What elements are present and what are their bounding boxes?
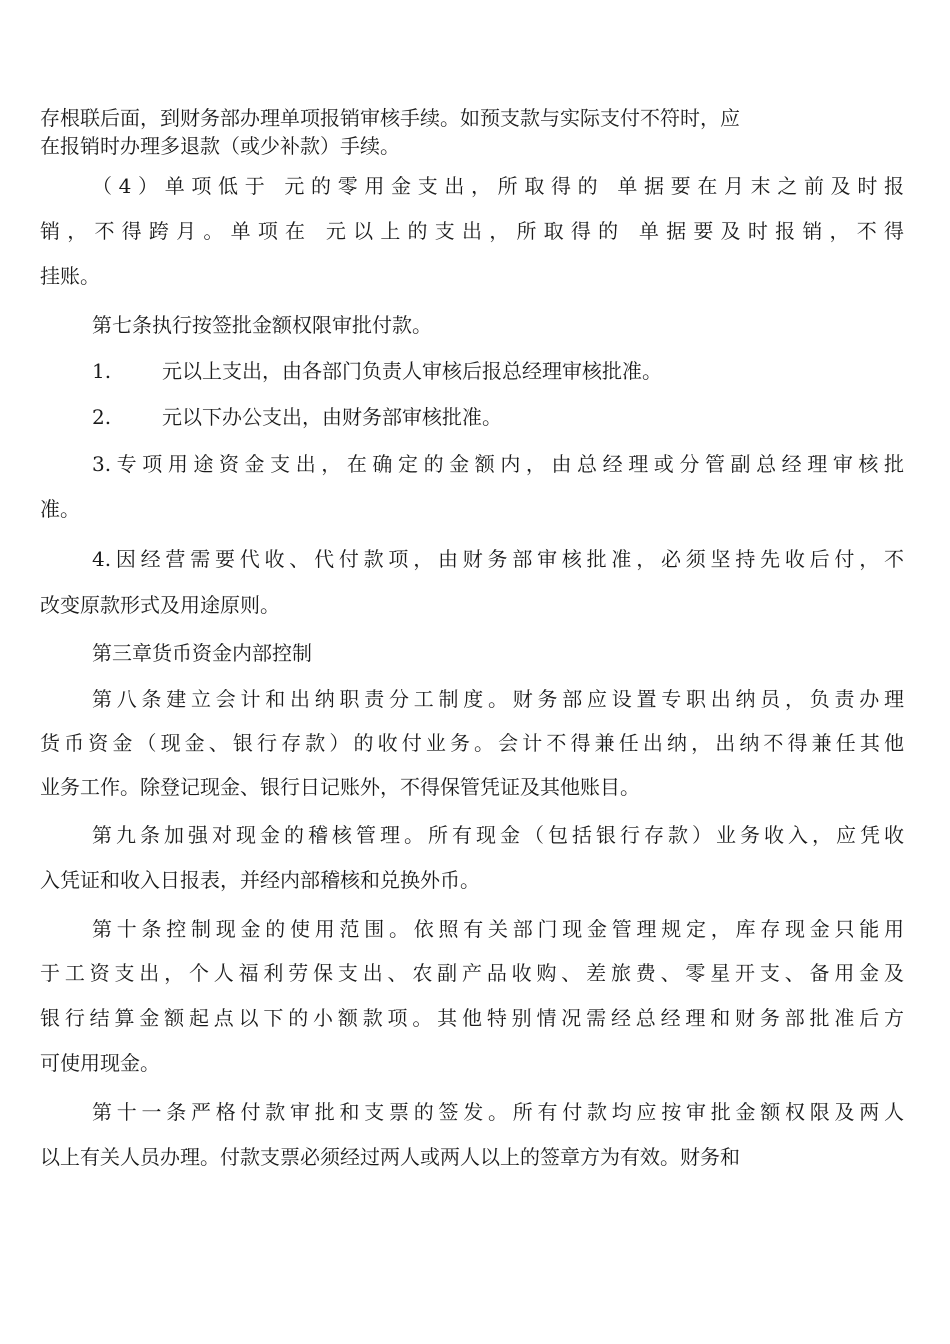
paragraph-line: 货币资金（现金、银行存款）的收付业务。会计不得兼任出纳，出纳不得兼任其他	[40, 731, 904, 755]
paragraph-line: 销，不得跨月。单项在 元以上的支出，所取得的 单据要及时报销，不得	[40, 219, 904, 243]
list-item-text: 元以下办公支出，由财务部审核批准。	[162, 405, 502, 429]
paragraph-line: 3.专项用途资金支出，在确定的金额内，由总经理或分管副总经理审核批	[92, 452, 904, 476]
paragraph-line: 入凭证和收入日报表，并经内部稽核和兑换外币。	[40, 868, 480, 892]
list-item	[92, 357, 904, 385]
chapter-heading: 第三章货币资金内部控制	[92, 641, 312, 665]
paragraph-line: 改变原款形式及用途原则。	[40, 593, 280, 617]
paragraph-line: 挂账。	[40, 264, 100, 288]
list-item-text: 元以上支出，由各部门负责人审核后报总经理审核批准。	[162, 359, 662, 383]
paragraph-line: 银行结算金额起点以下的小额款项。其他特别情况需经总经理和财务部批准后方	[40, 1006, 904, 1030]
paragraph-line: 业务工作。除登记现金、银行日记账外，不得保管凭证及其他账目。	[40, 775, 640, 799]
paragraph-line: 存根联后面，到财务部办理单项报销审核手续。如预支款与实际支付不符时，应	[40, 106, 740, 130]
paragraph-line: 第十条控制现金的使用范围。依照有关部门现金管理规定，库存现金只能用	[92, 917, 904, 941]
paragraph-line: 在报销时办理多退款（或少补款）手续。	[40, 134, 400, 158]
paragraph-line: 第九条加强对现金的稽核管理。所有现金（包括银行存款）业务收入，应凭收	[92, 823, 904, 847]
paragraph-line: 可使用现金。	[40, 1051, 160, 1075]
paragraph-line: 第十一条严格付款审批和支票的签发。所有付款均应按审批金额权限及两人	[92, 1100, 904, 1124]
article-heading: 第七条执行按签批金额权限审批付款。	[92, 313, 432, 337]
paragraph-line: 4.因经营需要代收、代付款项，由财务部审核批准，必须坚持先收后付，不	[92, 547, 904, 571]
paragraph-line: 准。	[40, 497, 80, 521]
list-number: 1.	[92, 359, 112, 383]
paragraph-line: 第八条建立会计和出纳职责分工制度。财务部应设置专职出纳员，负责办理	[92, 687, 904, 711]
paragraph-line: 于工资支出，个人福利劳保支出、农副产品收购、差旅费、零星开支、备用金及	[40, 961, 904, 985]
paragraph-line: 以上有关人员办理。付款支票必须经过两人或两人以上的签章方为有效。财务和	[40, 1145, 740, 1169]
list-number: 2.	[92, 405, 112, 429]
paragraph-line: （4）单项低于 元的零用金支出，所取得的 单据要在月末之前及时报	[92, 174, 904, 198]
list-item	[92, 403, 904, 431]
